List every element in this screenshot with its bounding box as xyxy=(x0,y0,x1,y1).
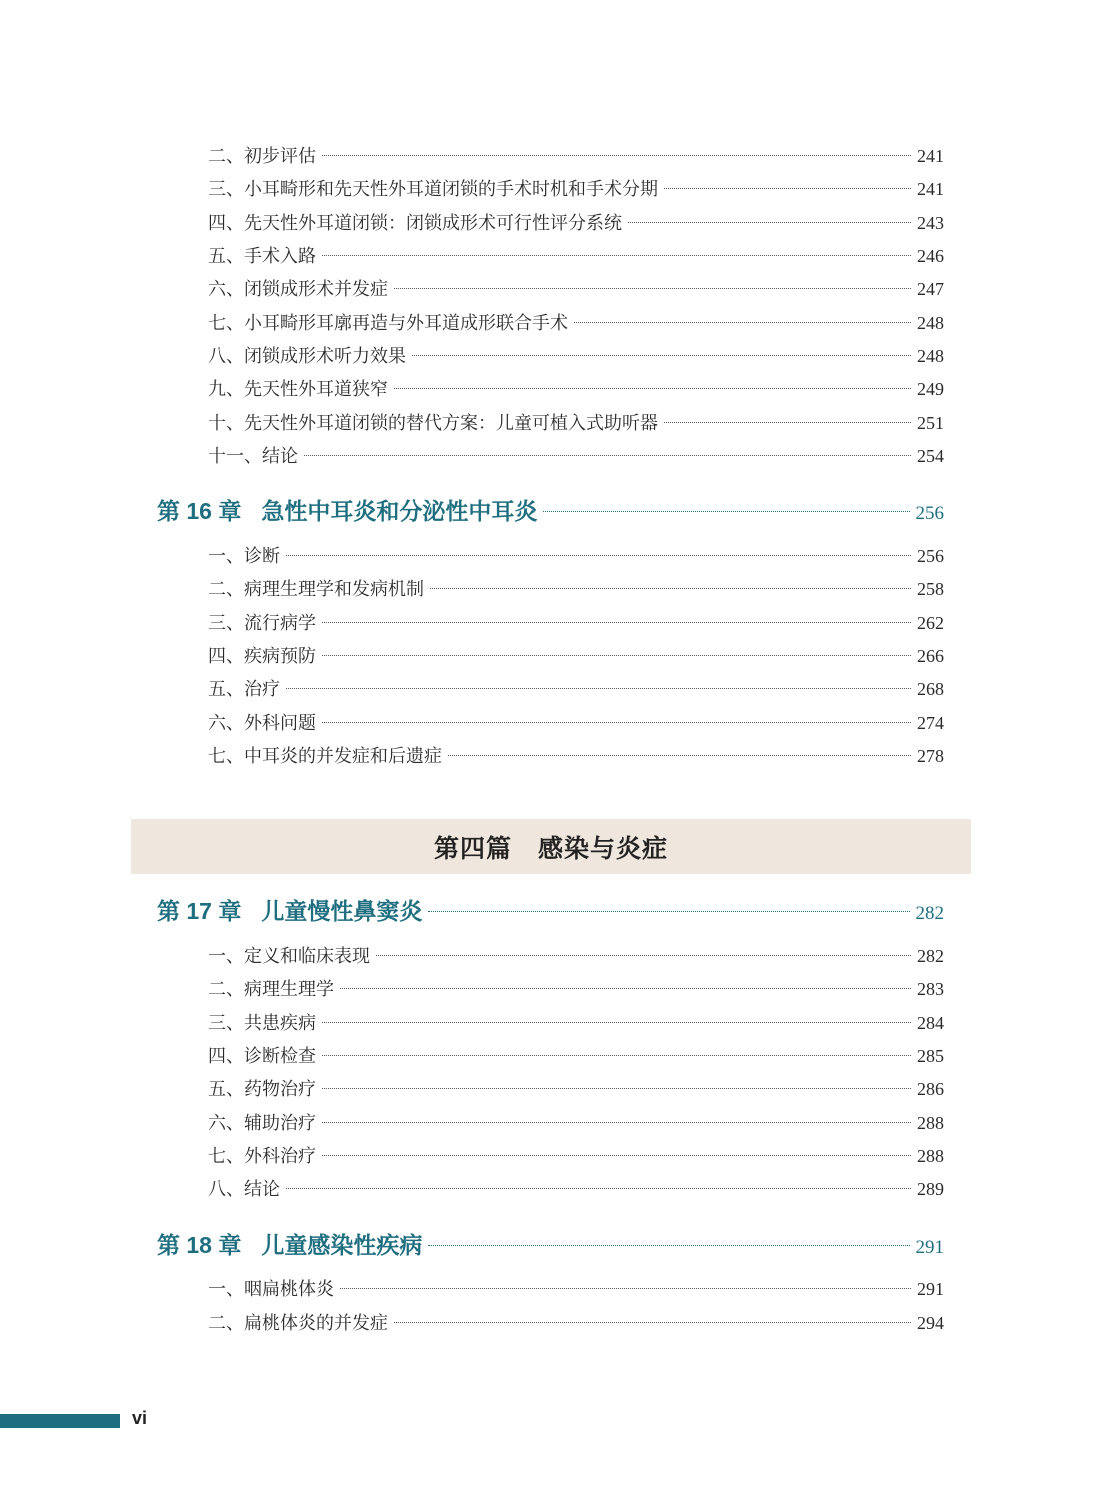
entry-title: 一、咽扁桃体炎 xyxy=(208,1279,334,1300)
entry-page: 256 xyxy=(917,546,944,566)
toc-entry[interactable] xyxy=(208,441,944,471)
toc-entry[interactable] xyxy=(208,1174,944,1204)
entry-page: 291 xyxy=(917,1279,944,1299)
entry-page: 288 xyxy=(917,1113,944,1133)
dot-leader xyxy=(322,1022,911,1023)
entry-page: 284 xyxy=(917,1013,944,1033)
entry-title: 九、先天性外耳道狭窄 xyxy=(208,379,388,400)
toc-entry[interactable] xyxy=(208,241,944,271)
entry-title: 六、外科问题 xyxy=(208,713,316,734)
entry-page: 246 xyxy=(917,246,944,266)
dot-leader xyxy=(340,988,911,989)
dot-leader xyxy=(286,688,911,689)
entry-title: 四、疾病预防 xyxy=(208,646,316,667)
chapter-number: 第 18 章 xyxy=(157,1232,242,1258)
dot-leader xyxy=(340,1288,911,1289)
entry-title: 四、诊断检查 xyxy=(208,1046,316,1067)
entry-page: 243 xyxy=(917,213,944,233)
entry-title: 八、结论 xyxy=(208,1179,280,1200)
toc-entry[interactable] xyxy=(208,674,944,704)
toc-entry[interactable] xyxy=(208,1141,944,1171)
entry-page: 254 xyxy=(917,446,944,466)
dot-leader xyxy=(574,322,911,323)
entry-title: 三、流行病学 xyxy=(208,613,316,634)
dot-leader xyxy=(412,355,911,356)
dot-leader xyxy=(394,288,911,289)
entry-page: 278 xyxy=(917,746,944,766)
dot-leader xyxy=(322,1055,911,1056)
entry-title: 八、闭锁成形术听力效果 xyxy=(208,346,406,367)
entry-title: 二、病理生理学和发病机制 xyxy=(208,579,424,600)
dot-leader xyxy=(286,555,911,556)
toc-entry[interactable] xyxy=(208,1274,944,1304)
entry-title: 五、药物治疗 xyxy=(208,1079,316,1100)
chapter-heading-18[interactable] xyxy=(157,1227,944,1263)
chapter-number: 第 16 章 xyxy=(157,498,242,524)
dot-leader xyxy=(322,1122,911,1123)
toc-entry[interactable] xyxy=(208,408,944,438)
entry-title: 四、先天性外耳道闭锁：闭锁成形术可行性评分系统 xyxy=(208,213,622,234)
entry-page: 248 xyxy=(917,346,944,366)
entry-title: 五、治疗 xyxy=(208,679,280,700)
entry-title: 七、小耳畸形耳廓再造与外耳道成形联合手术 xyxy=(208,313,568,334)
entry-page: 289 xyxy=(917,1179,944,1199)
entry-page: 249 xyxy=(917,379,944,399)
entry-title: 二、扁桃体炎的并发症 xyxy=(208,1313,388,1334)
toc-entry[interactable] xyxy=(208,574,944,604)
entry-page: 285 xyxy=(917,1046,944,1066)
dot-leader xyxy=(428,911,909,912)
dot-leader xyxy=(322,1088,911,1089)
dot-leader xyxy=(376,955,911,956)
entry-title: 三、共患疾病 xyxy=(208,1013,316,1034)
entry-page: 268 xyxy=(917,679,944,699)
entry-page: 274 xyxy=(917,713,944,733)
entry-title: 一、定义和临床表现 xyxy=(208,946,370,967)
toc-entry[interactable] xyxy=(208,141,944,171)
toc-entry[interactable] xyxy=(208,374,944,404)
entry-title: 五、手术入路 xyxy=(208,246,316,267)
entry-title: 六、闭锁成形术并发症 xyxy=(208,279,388,300)
chapter-page: 291 xyxy=(915,1237,944,1258)
entry-title: 二、病理生理学 xyxy=(208,979,334,1000)
dot-leader xyxy=(543,511,909,512)
entry-title: 一、诊断 xyxy=(208,546,280,567)
dot-leader xyxy=(322,1155,911,1156)
chapter-title: 儿童慢性鼻窦炎 xyxy=(261,898,423,924)
entry-title: 十一、结论 xyxy=(208,446,298,467)
entry-page: 282 xyxy=(917,946,944,966)
entry-page: 262 xyxy=(917,613,944,633)
dot-leader xyxy=(322,255,911,256)
dot-leader xyxy=(322,722,911,723)
chapter-heading-16[interactable] xyxy=(157,493,944,529)
dot-leader xyxy=(322,622,911,623)
dot-leader xyxy=(430,588,911,589)
chapter-page: 256 xyxy=(915,503,944,524)
toc-entry[interactable] xyxy=(208,341,944,371)
entry-page: 247 xyxy=(917,279,944,299)
entry-title: 七、外科治疗 xyxy=(208,1146,316,1167)
entry-title: 二、初步评估 xyxy=(208,146,316,167)
toc-entry[interactable] xyxy=(208,941,944,971)
entry-page: 286 xyxy=(917,1079,944,1099)
toc-entry[interactable] xyxy=(208,308,944,338)
entry-title: 十、先天性外耳道闭锁的替代方案：儿童可植入式助听器 xyxy=(208,413,658,434)
dot-leader xyxy=(448,755,911,756)
entry-page: 283 xyxy=(917,979,944,999)
toc-entry[interactable] xyxy=(208,741,944,771)
entry-title: 三、小耳畸形和先天性外耳道闭锁的手术时机和手术分期 xyxy=(208,179,658,200)
toc-entry[interactable] xyxy=(208,1041,944,1071)
entry-page: 294 xyxy=(917,1313,944,1333)
part-heading-band xyxy=(131,819,971,874)
entry-page: 248 xyxy=(917,313,944,333)
dot-leader xyxy=(664,188,911,189)
dot-leader xyxy=(628,222,911,223)
chapter-title: 急性中耳炎和分泌性中耳炎 xyxy=(261,498,538,524)
toc-entry[interactable] xyxy=(208,608,944,638)
toc-entry[interactable] xyxy=(208,708,944,738)
dot-leader xyxy=(304,455,911,456)
dot-leader xyxy=(394,388,911,389)
dot-leader xyxy=(322,155,911,156)
entry-page: 258 xyxy=(917,579,944,599)
chapter-heading-17[interactable] xyxy=(157,893,944,929)
toc-entry[interactable] xyxy=(208,641,944,671)
dot-leader xyxy=(428,1245,909,1246)
toc-entry[interactable] xyxy=(208,1074,944,1104)
chapter-title: 儿童感染性疾病 xyxy=(261,1232,423,1258)
dot-leader xyxy=(394,1322,911,1323)
dot-leader xyxy=(664,422,911,423)
toc-entry[interactable] xyxy=(208,541,944,571)
entry-page: 241 xyxy=(917,179,944,199)
entry-page: 251 xyxy=(917,413,944,433)
entry-page: 241 xyxy=(917,146,944,166)
entry-title: 六、辅助治疗 xyxy=(208,1113,316,1134)
toc-entry[interactable] xyxy=(208,1108,944,1138)
entry-title: 七、中耳炎的并发症和后遗症 xyxy=(208,746,442,767)
toc-entry[interactable] xyxy=(208,1308,944,1338)
entry-page: 266 xyxy=(917,646,944,666)
dot-leader xyxy=(286,1188,911,1189)
footer-accent-bar xyxy=(0,1414,120,1428)
toc-entry[interactable] xyxy=(208,208,944,238)
page-folio: vi xyxy=(132,1408,148,1428)
dot-leader xyxy=(322,655,911,656)
chapter-number: 第 17 章 xyxy=(157,898,242,924)
part-title: 第四篇 感染与炎症 xyxy=(433,833,668,863)
entry-page: 288 xyxy=(917,1146,944,1166)
chapter-page: 282 xyxy=(915,903,944,924)
toc-entry[interactable] xyxy=(208,174,944,204)
toc-entry[interactable] xyxy=(208,974,944,1004)
toc-entry[interactable] xyxy=(208,274,944,304)
toc-entry[interactable] xyxy=(208,1008,944,1038)
